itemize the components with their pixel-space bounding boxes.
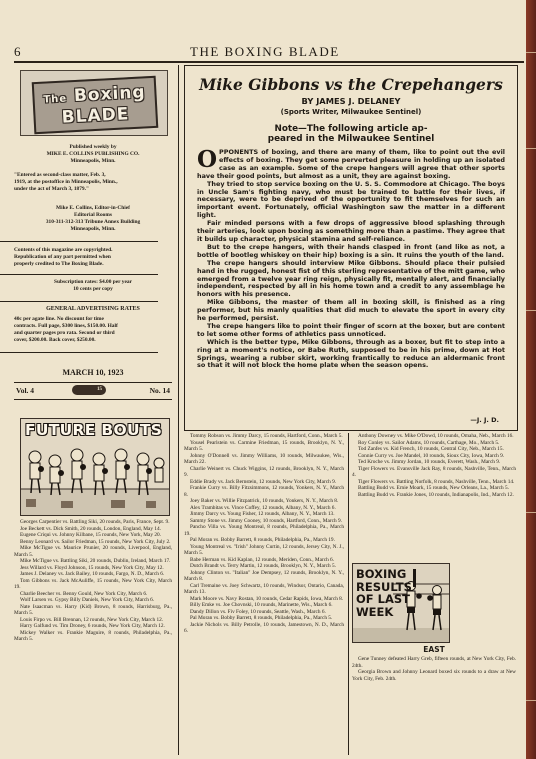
fight-schedule-right (352, 433, 516, 498)
list-item: Ted Kroche vs. Jimmy Jordan, 10 rounds, Everett, Wash., March 9. (358, 459, 501, 465)
logo-text-bottom: BLADE (61, 104, 130, 128)
drop-cap: O (197, 146, 218, 173)
list-item: Tiger Flowers vs. Evansville Jack Ray, 8 rounds, Nashville, Tenn., March 4. (352, 465, 516, 478)
future-bouts-illustration (20, 418, 170, 516)
list-item: Young Montreal vs. "Irish" Johnny Curtin, 12 rounds, Jersey City, N. J., March 5. (184, 543, 344, 556)
list-item: Tod Zanfes vs. Kid French, 10 rounds, Central City, Neb., March 15. (358, 446, 504, 452)
future-bouts-list (14, 519, 172, 643)
list-item: Mark Moore vs. Navy Rostan, 10 rounds, Cedar Rapids, Iowa, March 8. (190, 595, 344, 602)
list-item: Jimmy Darcy vs. Young Fisher, 12 rounds, Albany, N. Y., March 13. (190, 511, 335, 517)
list-item: Anthony Downey vs. Mike O'Dowd, 10 rounds, Omaha, Neb., March 16. (358, 433, 514, 439)
list-item: Alex Trambitas vs. Vince Coffey, 12 rounds, Albany, N. Y., March 6. (190, 504, 336, 511)
issue-number: No. 14 (149, 386, 170, 395)
article-byline: BY JAMES J. DELANEY (301, 96, 401, 106)
list-item: Dutch Brandt vs. Terry Martin, 12 rounds, Brooklyn, N. Y., March 5. (190, 563, 336, 569)
list-item: Babe Herman vs. Kid Kaplan, 12 rounds, Meriden, Conn., March 6. (190, 556, 335, 563)
list-item: Tom Gibbons vs. Jack McAuliffe, 15 rounds, New York City, March 19. (14, 577, 172, 590)
article-paragraph: The crepe hangers should interview Mike Gibbons. Should place their pulsied hand in the rugged, honest fist of this sterling representative of the mitt game, who emerged from a twelve year ring reign, physically fit, mentally alert, and financially independent, respected by all in his home town and a credit to any assemblage he honors with his presence. (197, 258, 505, 299)
list-item: Harry Galfund vs. Tim Droney, 6 rounds, New York City, March 12. (20, 623, 165, 629)
article-paragraph: The crepe hangers like to point their finger of scorn at the boxer, but are content to let some other forms of athletics pass unnoticed. (197, 321, 505, 338)
list-item: Battling Budd vs. Frankie Jones, 10 rounds, Indianapolis, Ind., March 12. (358, 491, 514, 498)
list-item: Charlie Beecher vs. Benny Gould, New York City, March 6. (20, 590, 148, 597)
article-paragraph: They tried to stop service boxing on the U. S. S. Commodore at Chicago. The boys in Uncle Sam's fighting navy, who must be trained to battle for their lives, if necessary, were to be deprived of the opportunity to fit themselves for such an important event. Fortunately, official Washington saw the matter in a different light. (197, 179, 505, 220)
boxing-results-title: BOXING RESULTS OF LAST WEEK (356, 567, 412, 619)
article-paragraph: OPPONENTS of boxing, and there are many of them, like to point out the evil effects of boxing. They get some perverted pleasure in holding up an isolated case as an example. Some of the crepe hangers will agree that other sports have their good points, but almost as a unit, they are against boxing. (197, 146, 505, 180)
copyright-line-3: properly credited to The Boxing Blade. (14, 261, 104, 267)
advertising-line-2: contracts. Full page, $300 lines, $150.00. Half (14, 323, 118, 329)
editor-line: Mike E. Collins, Editor-in-Chief (56, 205, 130, 211)
advertising-line-4: cover, $200.00. Back cover, $250.00. (14, 337, 96, 343)
list-item: Joey Baker vs. Willie Fitzpatrick, 10 rounds, Yonkers, N. Y., March 8. (190, 498, 339, 504)
list-item: Pal Moran vs. Bobby Barrett, 8 rounds, Philadelphia, Pa., March 5. (190, 615, 333, 621)
boxing-blade-logo (20, 70, 168, 136)
list-item: Mickey Walker vs. Frankie Maguire, 8 rounds, Philadelphia, Pa., March 5. (14, 629, 172, 642)
entered-line-3: under the act of March 3, 1879." (14, 186, 89, 192)
list-item: Jackie Nichols vs. Billy Petrolle, 10 rounds, Jamestown, N. D., March 6. (184, 621, 344, 634)
list-item: Carl Tremaine vs. Joey Schwartz, 10 rounds, Windsor, Ontario, Canada, March 13. (184, 582, 344, 595)
list-item: Roy Conley vs. Sailor Adams, 10 rounds, Carthage, Mo., March 5. (358, 439, 500, 446)
list-item: Eddie Brady vs. Jack Bernstein, 12 rounds, New York City, March 9. (190, 478, 337, 485)
article-affiliation: (Sports Writer, Milwaukee Sentinel) (280, 108, 422, 116)
list-item: Mike McTigue vs. Maurice Prunier, 20 rounds, Liverpool, England, March 5. (14, 545, 172, 558)
book-binding (526, 0, 536, 759)
entered-line-2: 1919, at the postoffice in Minneapolis, Minn., (14, 179, 118, 185)
article-paragraph: Which is the better type, Mike Gibbons, through as a boxer, but fit to step into a ring at a moment's notice, or Babe Ruth, supposed to be in his prime, down at Hot Springs, wearing a rubber skirt, working frantically to reduce an aldermanic front so that it will not block the home plate when the season opens. (197, 337, 505, 370)
copyright-line-2: Republication of any part permitted when (14, 254, 111, 260)
running-title: THE BOXING BLADE (190, 44, 340, 59)
list-item: Dandy Dillon vs. Fiv Foley, 10 rounds, Seattle, Wash., March 6. (190, 608, 326, 615)
article-note: Note—The following article ap- peared in the Milwaukee Sentinel (267, 124, 435, 144)
results-region-heading: EAST (423, 645, 445, 654)
article-signature: —J. J. D. (470, 416, 499, 424)
address-line: 310-311-312-313 Tribune Annex Building (45, 219, 141, 225)
list-item: Joe Beckett vs. Dick Smith, 20 rounds, London, England, May 14. (20, 525, 161, 532)
article-box (184, 65, 518, 431)
list-item: James J. Delaney vs. Jack Bailey, 10 rounds, Fargo, N. D., March 6. (20, 571, 165, 577)
list-item: Louis Firpo vs. Bill Brennan, 12 rounds, New York City, March 12. (20, 616, 164, 623)
list-item: Eugene Criqui vs. Johnny Kilbane, 15 rounds, New York, May 20. (20, 532, 161, 538)
page-header (14, 44, 524, 60)
publisher-city: Minneapolis, Minn. (70, 158, 116, 164)
list-item: Connie Curry vs. Joe Mandel, 10 rounds, Sioux City, Iowa, March 9. (358, 452, 505, 459)
list-item: Georgia Brown and Johnny Leonard boxed six rounds to a draw at New York City, Feb. 24th. (352, 669, 516, 682)
article-paragraph: Fair minded persons with a few drops of aggressive blood splashing through their arteries, look upon boxing as something more than a pastime. They agree that it builds up character, physical stamina and self-reliance. (197, 219, 505, 243)
advertising-line-1: 40c per agate line. No discount for time (14, 316, 104, 322)
logo-text-main: Boxing (73, 82, 147, 107)
boxing-results-list (352, 656, 516, 682)
list-item: Tiger Flowers vs. Battling Norfolk, 8 rounds, Nashville, Tenn., March 14. (358, 478, 515, 485)
list-item: Mike McTigue vs. Battling Siki, 20 rounds, Dublin, Ireland, March 17. (20, 558, 171, 564)
editorial-rooms: Editorial Rooms (74, 212, 112, 218)
list-item: Johnny O'Donnell vs. Jimmy Williams, 10 rounds, Milwaukee, Wis., March 22. (184, 452, 344, 465)
fight-schedule-middle (184, 433, 344, 635)
list-item: Frankie Curry vs. Billy Fitzsimmons, 12 rounds, Yonkers, N. Y., March 8. (184, 485, 344, 498)
volume-bar (14, 385, 172, 397)
article-body (197, 146, 505, 370)
publisher: MIKE E. COLLINS PUBLISHING CO. (46, 151, 140, 157)
address-city: Minneapolis, Minn. (70, 226, 116, 232)
list-item: Pancho Villa vs. Young Montreal, 8 rounds, Philadelphia, Pa., March 19. (184, 524, 344, 537)
list-item: Yousel Pearlstein vs. Carmine Friedman, 15 rounds, Brooklyn, N. Y., March 5. (184, 439, 344, 452)
list-item: Wolf Larsen vs. Gypsy Billy Daniels, New York City, March 6. (20, 597, 155, 603)
list-item: Georges Carpentier vs. Battling Siki, 20 rounds, Paris, France, Sept. 9. (20, 519, 170, 525)
advertising-heading: GENERAL ADVERTISING RATES (46, 306, 140, 312)
entered-line-1: "Entered as second-class matter, Feb. 3, (14, 172, 106, 178)
issue-seal: 15 (72, 385, 106, 395)
copy-price: 10 cents per copy (73, 286, 113, 292)
header-rule (14, 61, 524, 63)
list-item: Jess Willard vs. Floyd Johnson, 15 rounds, New York City, May 12. (20, 564, 164, 571)
published-line: Published weekly by (69, 144, 117, 150)
list-item: Battling Budd vs. Ernie Moark, 15 rounds, New Orleans, La., March 5. (358, 485, 509, 491)
list-item: Benny Leonard vs. Sailor Friedman, 15 rounds, New York City, July 2. (20, 538, 171, 545)
volume: Vol. 4 (16, 386, 35, 395)
future-bouts-title: FUTURE BOUTS (25, 421, 163, 439)
logo-text-top: The (43, 93, 68, 106)
list-item: Gene Tunney defeated Harry Greb, fifteen rounds, at New York City, Feb. 24th. (352, 656, 516, 669)
article-paragraph: Mike Gibbons, the master of them all in boxing skill, is finished as a ring performer, but his manly qualities that did much to elevate the sport in every city he performed, persist. (197, 298, 505, 323)
advertising-line-3: and quarter pages pro rata. Second or third (14, 330, 115, 336)
page-number: 6 (14, 44, 22, 59)
list-item: Billy Emke vs. Joe Chovnski, 10 rounds, Marinette, Wis., March 6. (190, 602, 333, 608)
list-item: Pal Moran vs. Bobby Barrett, 8 rounds, Philadelphia, Pa., March 19. (190, 537, 335, 543)
issue-date: MARCH 10, 1923 (62, 368, 124, 377)
boxing-results-illustration (352, 563, 450, 643)
list-item: Charlie Weinert vs. Chuck Wiggins, 12 rounds, Brooklyn, N. Y., March 9. (184, 465, 344, 478)
copyright-line-1: Contents of this magazine are copyrighted. (14, 247, 113, 253)
subscription-rate: Subscription rates: $4.00 per year (54, 279, 132, 285)
list-item: Johnny Clinton vs. "Italian" Joe Dempsey, 12 rounds, Brooklyn, N. Y., March 8. (184, 569, 344, 582)
article-title: Mike Gibbons vs the Crepehangers (199, 75, 503, 94)
list-item: Nate Isaacman vs. Harry (Kid) Brown, 8 rounds, Harrisburg, Pa., March 5. (14, 603, 172, 616)
article-paragraph: But to the crepe hangers, with their hands clasped in front (and like as not, a bottle of bootleg whiskey on their hip) boxing is a sin. It ruins the youth of the land. (197, 242, 505, 259)
list-item: Sammy Stone vs. Jimmy Cooney, 10 rounds, Hartford, Conn., March 9. (190, 517, 342, 524)
list-item: Tommy Robson vs. Jimmy Darcy, 15 rounds, Hartford, Conn., March 5. (190, 433, 343, 439)
